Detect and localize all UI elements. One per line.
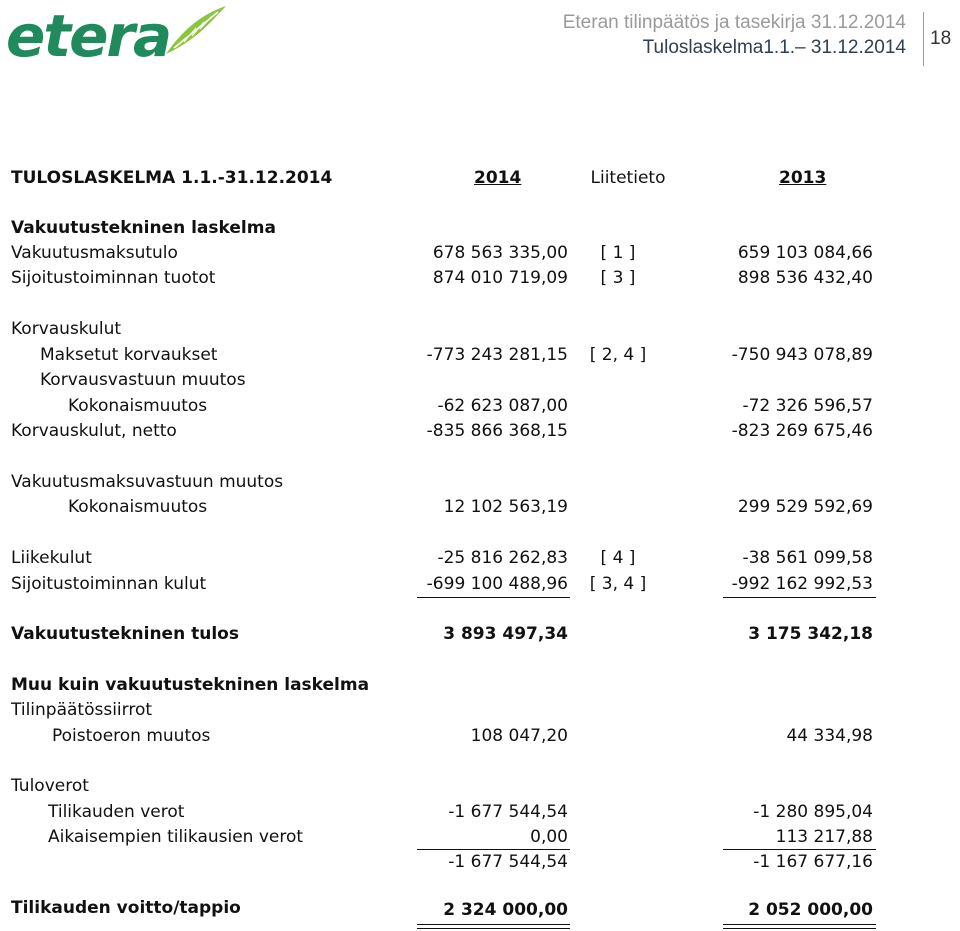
row-label: Korvauskulut, netto	[11, 421, 177, 441]
note-ref: [ 3 ]	[600, 268, 636, 288]
statement-row-depreciation-difference	[0, 724, 960, 748]
row-label: Liikekulut	[11, 548, 92, 568]
total-double-rule	[417, 928, 570, 929]
value-2013: 299 529 592,69	[737, 497, 873, 517]
row-label: Vakuutusmaksutulo	[11, 243, 178, 263]
statement-row-technical-result	[0, 622, 960, 646]
statement-row-profit	[0, 898, 960, 922]
statement-header-row	[0, 166, 960, 190]
value-2014: -62 623 087,00	[437, 396, 568, 416]
subtotal-rule	[723, 597, 876, 598]
column-header-2014: 2014	[474, 168, 522, 188]
row-label: Aikaisempien tilikausien verot	[48, 827, 304, 847]
value-2014: 2 324 000,00	[443, 900, 568, 920]
value-2013: 3 175 342,18	[748, 624, 873, 644]
leaf-icon	[166, 6, 226, 54]
subtotal-rule	[417, 597, 570, 598]
row-label: Kokonaismuutos	[68, 497, 208, 517]
value-2014: 12 102 563,19	[443, 497, 568, 517]
statement-row-premiums	[0, 241, 960, 265]
statement-row-investment-income	[0, 266, 960, 290]
section-heading: Vakuutustekninen laskelma	[11, 218, 276, 238]
statement-row-claims-provision-total	[0, 394, 960, 418]
value-2013: 113 217,88	[775, 827, 873, 847]
statement-row-investment-expenses	[0, 572, 960, 596]
row-label: Kokonaismuutos	[68, 396, 208, 416]
note-ref: [ 4 ]	[600, 548, 636, 568]
value-2013: 659 103 084,66	[737, 243, 873, 263]
value-2013: -38 561 099,58	[742, 548, 873, 568]
column-header-note: Liitetieto	[590, 168, 666, 188]
column-header-2013: 2013	[779, 168, 827, 188]
value-2014: 874 010 719,09	[432, 268, 568, 288]
document-header	[563, 10, 906, 60]
statement-row-premium-provision-total	[0, 495, 960, 519]
header-divider	[923, 12, 924, 66]
value-2013: -1 280 895,04	[753, 802, 873, 822]
row-label: Sijoitustoiminnan tuotot	[11, 268, 216, 288]
value-2013: -750 943 078,89	[731, 345, 873, 365]
note-ref: [ 3, 4 ]	[589, 574, 647, 594]
statement-row-tax-prior	[0, 825, 960, 849]
value-2013: -72 326 596,57	[742, 396, 873, 416]
row-label: Poistoeron muutos	[52, 726, 211, 746]
note-ref: [ 1 ]	[600, 243, 636, 263]
total-double-rule	[723, 928, 876, 929]
section-title: Tuloslaskelma1.1.– 31.12.2014	[642, 37, 906, 58]
statement-title: TULOSLASKELMA 1.1.-31.12.2014	[11, 168, 333, 188]
value-2014: -1 677 544,54	[448, 802, 568, 822]
total-double-rule	[417, 924, 570, 925]
group-heading: Tilinpäätössiirrot	[11, 700, 153, 720]
row-label: Tilikauden voitto/tappio	[11, 898, 241, 918]
value-2013: -992 162 992,53	[731, 574, 873, 594]
value-2014: -1 677 544,54	[448, 852, 568, 872]
group-heading: Vakuutusmaksuvastuun muutos	[11, 472, 284, 492]
value-2014: 678 563 335,00	[432, 243, 568, 263]
value-2014: 108 047,20	[470, 726, 568, 746]
value-2014: 3 893 497,34	[443, 624, 568, 644]
group-heading: Korvausvastuun muutos	[40, 370, 246, 390]
value-2014: -835 866 368,15	[426, 421, 568, 441]
row-label: Vakuutustekninen tulos	[11, 624, 239, 644]
value-2014: -773 243 281,15	[426, 345, 568, 365]
value-2014: -25 816 262,83	[437, 548, 568, 568]
section-heading: Muu kuin vakuutustekninen laskelma	[11, 675, 370, 695]
value-2013: 44 334,98	[786, 726, 873, 746]
row-label: Maksetut korvaukset	[40, 345, 218, 365]
value-2013: -1 167 677,16	[753, 852, 873, 872]
value-2013: 2 052 000,00	[748, 900, 873, 920]
row-label: Sijoitustoiminnan kulut	[11, 574, 207, 594]
statement-row-tax-total	[0, 850, 960, 874]
value-2013: 898 536 432,40	[737, 268, 873, 288]
value-2014: -699 100 488,96	[426, 574, 568, 594]
group-heading: Korvauskulut	[11, 319, 122, 339]
page-number: 18	[930, 28, 952, 49]
row-label: Tilikauden verot	[48, 802, 185, 822]
logo-wordmark: etera	[6, 2, 171, 64]
value-2014: 0,00	[530, 827, 568, 847]
etera-logo	[6, 2, 228, 64]
statement-row-tax-current	[0, 800, 960, 824]
note-ref: [ 2, 4 ]	[589, 345, 647, 365]
statement-row-operating-expenses	[0, 546, 960, 570]
group-heading: Tuloverot	[11, 776, 89, 796]
document-title: Eteran tilinpäätös ja tasekirja 31.12.2014	[562, 12, 906, 33]
statement-row-claims-paid	[0, 343, 960, 367]
statement-row-claims-net	[0, 419, 960, 443]
total-double-rule	[723, 924, 876, 925]
value-2013: -823 269 675,46	[731, 421, 873, 441]
